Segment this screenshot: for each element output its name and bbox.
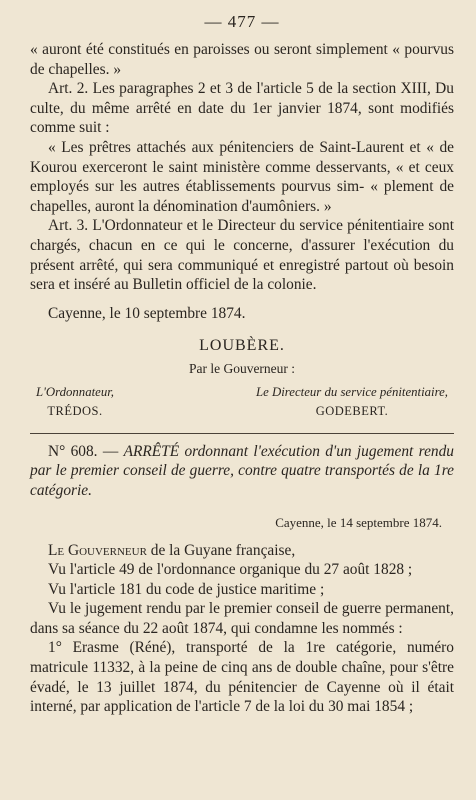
decree-number: N° 608. —: [48, 442, 119, 460]
dateline: Cayenne, le 10 septembre 1874.: [48, 304, 246, 322]
paragraph-vu-article-181: Vu l'article 181 du code de justice maritime ;: [48, 580, 325, 598]
signatory-name: GODEBERT.: [315, 403, 389, 418]
paragraph-vu-jugement: Vu le jugement rendu par le premier conseil de guerre permanent, dans sa séance du 22 août 1874, qui condamne les nommés :: [30, 600, 454, 637]
paragraph-erasme: 1° Erasme (Réné), transporté de la 1re catégorie, numéro matricule 11332, à la peine de cinq ans de double chaîne, pour s'être évadé, le 13 juillet 1874, du pénitencier de Cayenne où il était interné, par application de l'article 7 de la loi du 30 mai 1854 ;: [30, 639, 454, 716]
paragraph-article-3: Art. 3. L'Ordonnateur et le Directeur du service pénitentiaire sont chargés, chacun en ce qui le concerne, d'assurer l'exécution du présent arrêté, qui sera communiqué et enregistré partout où besoin sera et inséré au Bulletin officiel de la colonie.: [30, 217, 454, 294]
section-divider: [30, 433, 454, 434]
signatory-role: Le Directeur du service pénitentiaire,: [255, 384, 448, 399]
signatory-directeur: [256, 385, 448, 419]
paragraph-quoted-amendment: « Les prêtres attachés aux pénitenciers de Saint-Laurent et « de Kourou exerceront le saint ministère comme desservants, « et ceux employés sur les autres établissements pourvus sim- « plement de chapelles, auront la dénomination d'aumôniers. »: [30, 138, 454, 215]
signatory-ordonnateur: [36, 385, 114, 419]
paragraph-vu-article-49: Vu l'article 49 de l'ordonnance organique du 27 août 1828 ;: [48, 561, 413, 579]
governor-signature: LOUBÈRE.: [199, 336, 285, 354]
signatory-name: TRÉDOS.: [47, 403, 103, 418]
paragraph-article-2: Art. 2. Les paragraphes 2 et 3 de l'article 5 de la section XIII, Du culte, du même arrêté en date du 1er janvier 1874, sont modifiés comme suit :: [30, 80, 454, 137]
decree-title: ARRÊTÉ ordonnant l'exécution d'un jugement rendu par le premier conseil de guerre, contre quatre transportés de la 1re catégorie.: [30, 442, 454, 499]
page-number: — 477 —: [204, 12, 280, 31]
decree-heading: [30, 442, 454, 501]
opening-rest: de la Guyane française,: [146, 541, 296, 559]
opening-governor: Le Gouverneur: [48, 541, 147, 559]
decree-opening: [30, 541, 454, 561]
signatories: [30, 385, 454, 419]
paragraph-quote-end: « auront été constitués en paroisses ou seront simplement « pourvus de chapelles. »: [30, 41, 454, 78]
decree-date: Cayenne, le 14 septembre 1874.: [275, 514, 442, 530]
signatory-role: L'Ordonnateur,: [36, 384, 114, 399]
par-le-gouverneur: Par le Gouverneur :: [188, 360, 296, 376]
